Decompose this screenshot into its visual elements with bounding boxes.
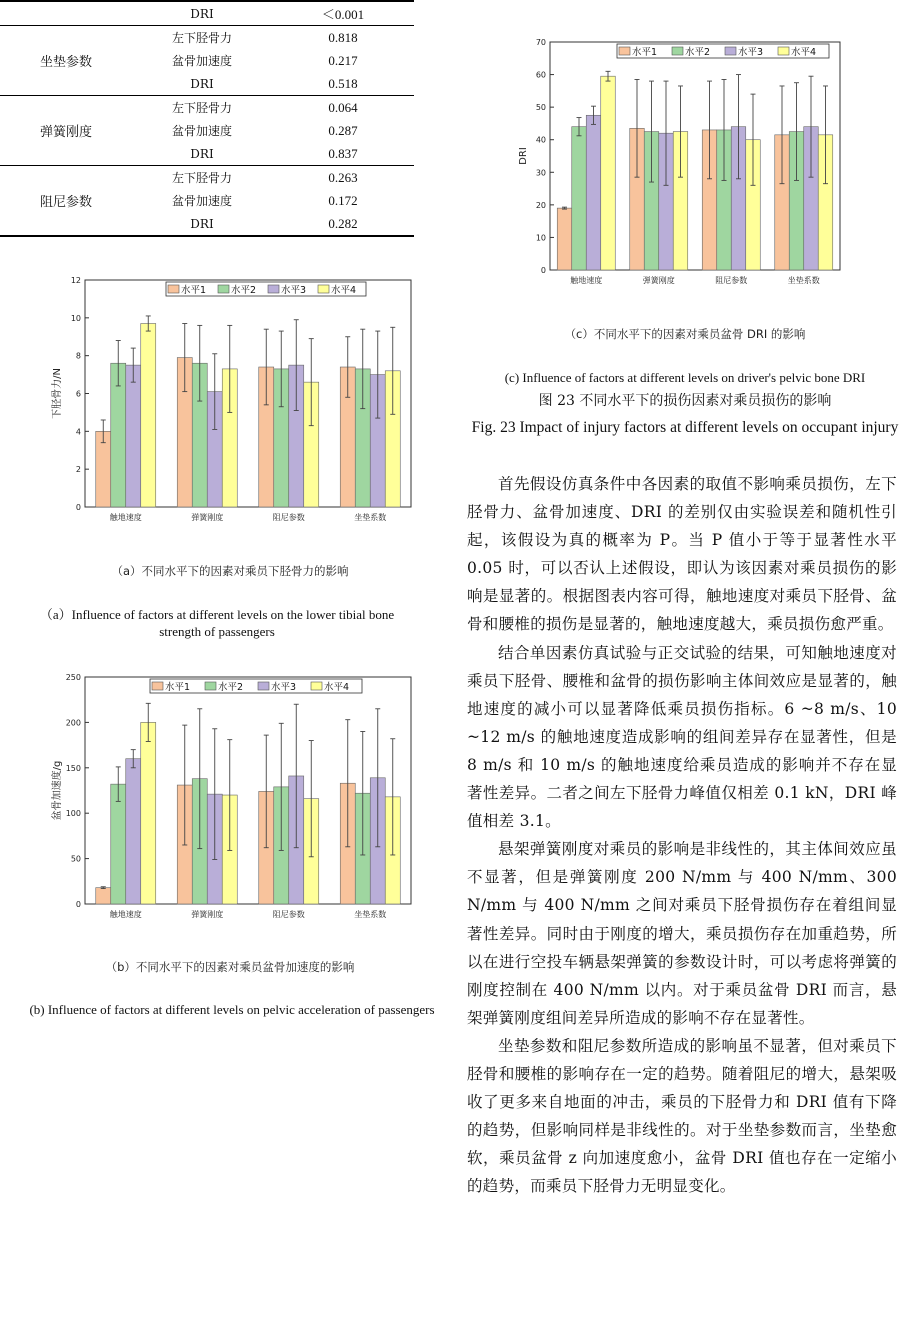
legend-swatch: [152, 682, 163, 690]
table-row: [0, 96, 414, 120]
p-value-cell: 0.217: [328, 52, 358, 68]
y-axis-label: 盆骨加速度/g: [52, 760, 63, 821]
table-row: [0, 1, 414, 26]
paragraph-4: 坐垫参数和阻尼参数所造成的影响虽不显著，但对乘员下胫骨和腰椎的影响存在一定的趋势。随着阻尼的增大，悬架吸收了更多来自地面的冲击，乘员的下胫骨力和 DRI 值有下降的趋势，但影响同样是非线性的。对于坐垫参数而言，坐垫愈软，乘员盆骨 z 向加速度愈小，盆骨 DRI 值也存在一定缩小的趋势，而乘员下胫骨力无明显变化。: [467, 1036, 897, 1196]
p-value-cell: ＜0.001: [272, 1, 414, 26]
figure-title-cn: 图 23 不同水平下的损伤因素对乘员损伤的影响: [538, 393, 832, 409]
p-value-cell: 0.518: [328, 75, 358, 91]
table-row: [0, 166, 414, 190]
chart-tibia-force: [40, 270, 390, 530]
y-tick-label: 200: [65, 718, 81, 728]
p-value-cell: 0.172: [328, 192, 358, 208]
legend-label: 水平1: [632, 47, 658, 58]
body-text: [467, 470, 897, 1200]
caption-c-en: (c) Influence of factors at different levels on driver's pelvic bone DRI: [504, 370, 866, 385]
x-tick-label: 坐垫系数: [354, 513, 387, 522]
group-name-cell: 坐垫参数: [0, 26, 132, 96]
y-tick-label: 70: [535, 38, 546, 47]
table-row: [0, 26, 414, 50]
legend-label: 水平1: [181, 285, 207, 296]
figure-title-en: Fig. 23 Impact of injury factors at different levels on occupant injury: [471, 419, 899, 436]
legend-swatch: [205, 682, 216, 690]
y-axis-label: DRI: [518, 147, 529, 165]
legend-label: 水平1: [165, 682, 191, 693]
bar: [601, 76, 616, 270]
x-tick-label: 弹簧刚度: [191, 910, 224, 919]
y-tick-label: 2: [75, 465, 81, 475]
caption-b-en: (b) Influence of factors at different levels on pelvic acceleration of passengers: [29, 1002, 435, 1017]
indicator-cell: DRI: [190, 76, 214, 91]
p-value-cell: 0.282: [272, 212, 414, 236]
legend-label: 水平4: [331, 285, 357, 296]
y-tick-label: 60: [535, 70, 546, 80]
legend-swatch: [258, 682, 269, 690]
legend-swatch: [218, 285, 229, 293]
bar: [572, 127, 587, 270]
x-tick-label: 触地速度: [109, 910, 142, 919]
y-tick-label: 30: [535, 168, 546, 178]
x-tick-label: 阻尼参数: [715, 276, 748, 285]
legend-swatch: [318, 285, 329, 293]
x-tick-label: 触地速度: [109, 513, 142, 522]
paragraph-3: 悬架弹簧刚度对乘员的影响是非线性的，其主体间效应虽不显著，但是弹簧刚度 200 N/mm 与 400 N/mm、300 N/mm 与 400 N/mm 之间对乘员下胫骨损伤存在着组间显著性差异。同时由于刚度的增大，乘员损伤存在加重趋势，所以在进行空投车辆悬架弹簧的参数设计时，可以考虑将弹簧的刚度控制在 400 N/mm 以内。对于乘员盆骨 DRI 而言，悬架弹簧刚度组间差异所造成的影响不存在显著性。: [467, 840, 897, 1027]
bar: [557, 208, 572, 270]
y-tick-label: 50: [535, 103, 546, 113]
indicator-cell: 盆骨加速度: [171, 54, 232, 68]
y-tick-label: 8: [75, 351, 81, 361]
chart-pelvic-dri: [510, 33, 850, 298]
p-value-cell: 0.263: [272, 166, 414, 190]
caption-a-cn: （a）不同水平下的因素对乘员下胫骨力的影响: [111, 564, 349, 578]
x-tick-label: 坐垫系数: [354, 910, 387, 919]
y-tick-label: 50: [70, 854, 81, 864]
indicator-cell: 左下胫骨力: [132, 96, 272, 120]
bar: [96, 888, 111, 904]
group-name-cell: 阻尼参数: [0, 166, 132, 237]
x-tick-label: 坐垫系数: [787, 276, 820, 285]
y-tick-label: 20: [535, 200, 546, 210]
legend-swatch: [672, 47, 683, 55]
legend-label: 水平2: [685, 47, 711, 58]
legend-label: 水平4: [324, 682, 350, 693]
caption-a-en: （a）Influence of factors at different levels on the lower tibial bone strength of passengers: [39, 607, 395, 639]
bar: [126, 365, 141, 507]
p-value-cell: 0.837: [328, 145, 358, 161]
x-tick-label: 触地速度: [570, 276, 603, 285]
indicator-cell: 盆骨加速度: [171, 124, 232, 138]
y-tick-label: 4: [75, 427, 81, 437]
legend-swatch: [725, 47, 736, 55]
paragraph-1: 首先假设仿真条件中各因素的取值不影响乘员损伤，左下胫骨力、盆骨加速度、DRI 的差别仅由实验误差和随机性引起，该假设为真的概率为 P。当 P 值小于等于显著性水平 0.05 时，可以否认上述假设，即认为该因素对乘员损伤的影响是显著的。根据图表内容可得，触地速度对乘员下胫骨、盆骨和腰椎的损伤是显著的，触地速度越大，乘员损伤愈严重。: [467, 475, 897, 634]
legend-swatch: [311, 682, 322, 690]
p-value-cell: 0.064: [272, 96, 414, 120]
x-tick-label: 阻尼参数: [272, 910, 305, 919]
y-tick-label: 6: [75, 389, 81, 399]
caption-c-cn: （c）不同水平下的因素对乘员盆骨 DRI 的影响: [564, 327, 806, 341]
p-value-cell: 0.287: [328, 122, 358, 138]
bar: [586, 115, 601, 270]
group-name-cell: 弹簧刚度: [0, 96, 132, 166]
y-tick-label: 0: [75, 900, 81, 909]
indicator-cell: DRI: [190, 146, 214, 161]
y-axis-label: 下胫骨力/N: [52, 368, 63, 419]
legend-swatch: [168, 285, 179, 293]
bar: [111, 784, 126, 904]
legend-label: 水平3: [281, 285, 307, 296]
y-tick-label: 40: [535, 135, 546, 145]
caption-b-cn: （b）不同水平下的因素对乘员盆骨加速度的影响: [105, 960, 355, 974]
indicator-cell: 左下胫骨力: [132, 166, 272, 190]
paragraph-2: 结合单因素仿真试验与正交试验的结果，可知触地速度对乘员下胫骨、腰椎和盆骨的损伤影响主体间效应是显著的，触地速度的减小可以显著降低乘员损伤指标。6 ~8 m/s、10 ~12 m/s 的触地速度造成影响的组间差异存在显著性，但是 8 m/s 和 10 m/s 的触地速度给乘员造成的影响并不存在显著性差异。二者之间左下胫骨力峰值仅相差 0.1 kN，DRI 峰值相差 3.1。: [467, 643, 897, 831]
x-tick-label: 弹簧刚度: [191, 513, 224, 522]
y-tick-label: 0: [540, 266, 546, 275]
bar: [126, 759, 141, 904]
indicator-cell: 盆骨加速度: [171, 194, 232, 208]
legend-swatch: [268, 285, 279, 293]
p-value-cell: 0.818: [272, 26, 414, 50]
bar: [141, 324, 156, 507]
y-tick-label: 10: [70, 313, 81, 323]
y-tick-label: 12: [70, 276, 81, 285]
y-tick-label: 0: [75, 503, 81, 512]
indicator-cell: 左下胫骨力: [132, 26, 272, 50]
legend-swatch: [778, 47, 789, 55]
legend-label: 水平4: [791, 47, 817, 58]
p-value-table: [0, 0, 414, 237]
x-tick-label: 弹簧刚度: [642, 276, 675, 285]
y-tick-label: 10: [535, 233, 546, 243]
chart-pelvic-acceleration: [40, 668, 390, 930]
x-tick-label: 阻尼参数: [272, 513, 305, 522]
legend-label: 水平3: [271, 682, 297, 693]
legend-label: 水平3: [738, 47, 764, 58]
bar: [141, 722, 156, 904]
legend-label: 水平2: [231, 285, 257, 296]
legend-swatch: [619, 47, 630, 55]
y-tick-label: 150: [65, 763, 81, 773]
indicator-cell: DRI: [132, 1, 272, 26]
legend-label: 水平2: [218, 682, 244, 693]
group-cell: [0, 1, 132, 26]
y-tick-label: 100: [65, 809, 81, 819]
indicator-cell: DRI: [132, 212, 272, 236]
y-tick-label: 250: [65, 673, 81, 682]
